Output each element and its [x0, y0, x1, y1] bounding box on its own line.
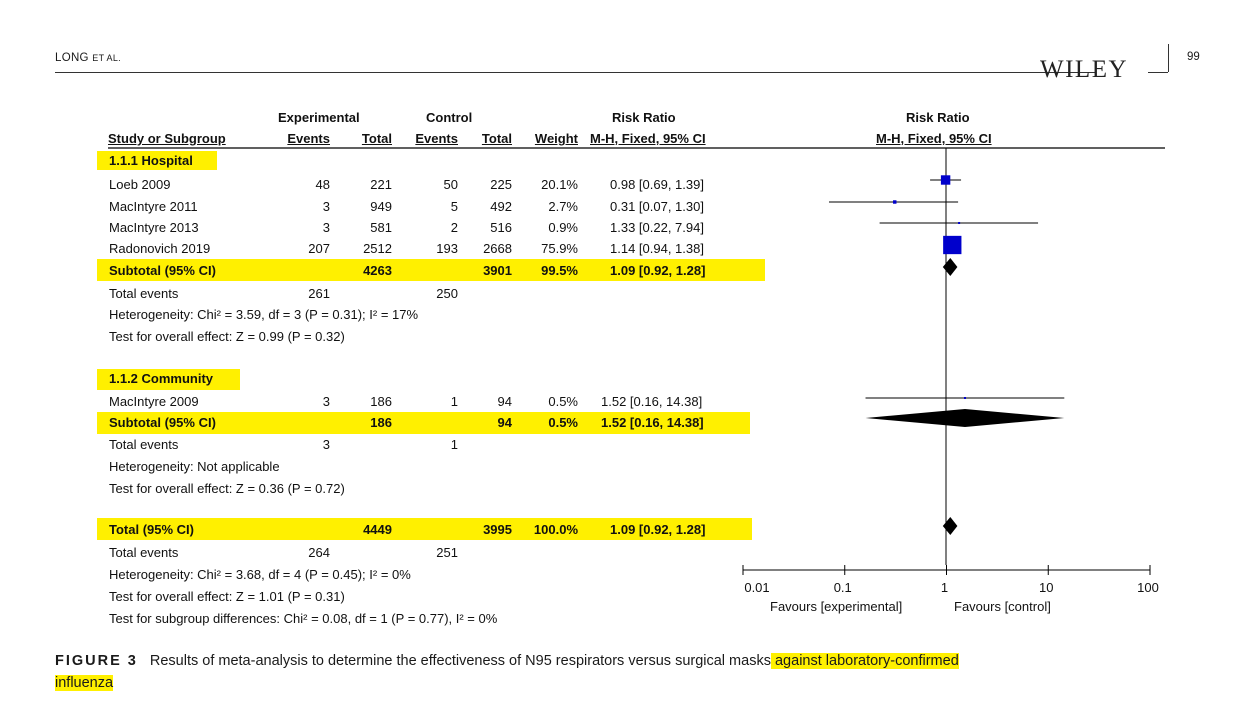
events-control: 2 — [450, 220, 458, 235]
running-head-et-al: ET AL. — [92, 53, 121, 63]
header-weight: Weight — [534, 131, 578, 146]
total-experimental: 581 — [370, 220, 392, 235]
subtotal-label: Subtotal (95% CI) — [109, 415, 216, 430]
subtotal-total-c: 3901 — [483, 263, 512, 278]
subtotal-weight: 0.5% — [548, 415, 578, 430]
subtotal-total-e: 186 — [370, 415, 392, 430]
subtotal-total-c: 94 — [497, 415, 512, 430]
subgroup-differences-text: Test for subgroup differences: Chi² = 0.08, df = 1 (P = 0.77), I² = 0% — [109, 611, 498, 626]
events-control: 5 — [450, 199, 458, 214]
total-events-c: 251 — [436, 545, 458, 560]
header-experimental: Experimental — [278, 110, 360, 125]
risk-ratio-ci: 1.14 [0.94, 1.38] — [610, 241, 704, 256]
total-control: 2668 — [483, 241, 512, 256]
total-experimental: 186 — [370, 394, 392, 409]
overall-effect-text: Test for overall effect: Z = 0.36 (P = 0.72) — [109, 481, 345, 496]
header-study: Study or Subgroup — [108, 131, 226, 146]
total-events-c: 250 — [436, 286, 458, 301]
events-control: 1 — [450, 394, 458, 409]
effect-square — [941, 175, 950, 184]
total-events-label: Total events — [109, 545, 179, 560]
pooled-diamond — [943, 258, 958, 276]
total-events-e: 3 — [322, 437, 330, 452]
favours-left-label: Favours [experimental] — [770, 599, 903, 614]
study-name: Radonovich 2019 — [109, 241, 211, 256]
total-control: 94 — [497, 394, 512, 409]
header-events-c: Events — [415, 131, 458, 146]
events-experimental: 3 — [322, 199, 330, 214]
total-events-e: 261 — [308, 286, 330, 301]
header-risk-ratio: Risk Ratio — [612, 110, 676, 125]
weight: 2.7% — [548, 199, 578, 214]
header-method-plot: M-H, Fixed, 95% CI — [876, 131, 992, 146]
subtotal-weight: 99.5% — [541, 263, 578, 278]
x-axis-tick-label: 0.1 — [833, 580, 852, 595]
caption-highlight-2: influenza — [55, 675, 114, 691]
heterogeneity-text: Heterogeneity: Chi² = 3.59, df = 3 (P = 0.31); I² = 17% — [109, 307, 419, 322]
page-number: 99 — [1187, 51, 1200, 63]
header-control: Control — [426, 110, 473, 125]
total-events-label: Total events — [109, 286, 179, 301]
caption-highlight-1: against laboratory-confirmed — [770, 653, 959, 669]
total-experimental: 949 — [370, 199, 392, 214]
subtotal-ci: 1.52 [0.16, 14.38] — [601, 415, 704, 430]
header-events-e: Events — [287, 131, 330, 146]
heterogeneity-text: Heterogeneity: Chi² = 3.68, df = 4 (P = 0.45); I² = 0% — [109, 567, 411, 582]
subtotal-label: Subtotal (95% CI) — [109, 263, 216, 278]
events-experimental: 207 — [308, 241, 330, 256]
subgroup1-label: 1.1.1 Hospital — [109, 153, 193, 168]
pooled-diamond — [866, 409, 1065, 427]
events-experimental: 3 — [322, 220, 330, 235]
favours-right-label: Favours [control] — [954, 599, 1051, 614]
events-experimental: 48 — [315, 177, 330, 192]
total-control: 492 — [490, 199, 512, 214]
total-experimental: 2512 — [363, 241, 392, 256]
total-experimental: 221 — [370, 177, 392, 192]
study-name: Loeb 2009 — [109, 177, 171, 192]
weight: 0.5% — [548, 394, 578, 409]
risk-ratio-ci: 0.98 [0.69, 1.39] — [610, 177, 704, 192]
total-events-label: Total events — [109, 437, 179, 452]
events-control: 193 — [436, 241, 458, 256]
risk-ratio-ci: 0.31 [0.07, 1.30] — [610, 199, 704, 214]
subtotal-total-e: 4263 — [363, 263, 392, 278]
figure-caption — [55, 650, 959, 694]
running-head-author-name: LONG — [55, 52, 89, 64]
total-ci: 1.09 [0.92, 1.28] — [610, 522, 706, 537]
effect-square — [893, 200, 896, 203]
overall-effect-text: Test for overall effect: Z = 0.99 (P = 0.32) — [109, 329, 345, 344]
effect-square — [958, 222, 960, 224]
caption-text: Results of meta-analysis to determine the effectiveness of N95 respirators versus surgical masks — [149, 653, 771, 669]
weight: 0.9% — [548, 220, 578, 235]
subgroup2-label: 1.1.2 Community — [109, 371, 214, 386]
header-total-c: Total — [481, 131, 512, 146]
risk-ratio-ci: 1.52 [0.16, 14.38] — [601, 394, 703, 409]
header-risk-ratio-plot: Risk Ratio — [906, 110, 970, 125]
weight: 75.9% — [541, 241, 578, 256]
study-name: MacIntyre 2013 — [109, 220, 199, 235]
total-total-e: 4449 — [363, 522, 392, 537]
header-method: M-H, Fixed, 95% CI — [590, 131, 706, 146]
x-axis-tick-label: 1 — [940, 580, 949, 595]
risk-ratio-ci: 1.33 [0.22, 7.94] — [610, 220, 704, 235]
figure-label: FIGURE 3 — [55, 653, 138, 669]
events-control: 50 — [443, 177, 458, 192]
total-label: Total (95% CI) — [109, 522, 194, 537]
pooled-diamond — [943, 517, 958, 535]
total-events-c: 1 — [450, 437, 458, 452]
weight: 20.1% — [541, 177, 578, 192]
plot-marks — [829, 175, 1064, 535]
x-axis-tick-label: 100 — [1137, 580, 1159, 595]
effect-square — [964, 397, 966, 399]
effect-square — [943, 236, 961, 254]
overall-effect-text: Test for overall effect: Z = 1.01 (P = 0.31) — [109, 589, 345, 604]
study-name: MacIntyre 2009 — [109, 394, 199, 409]
total-control: 225 — [490, 177, 512, 192]
events-experimental: 3 — [322, 394, 330, 409]
subtotal-ci: 1.09 [0.92, 1.28] — [610, 263, 706, 278]
x-axis-tick-label: 10 — [1039, 580, 1054, 595]
journal-logo: WILEY — [1040, 56, 1129, 83]
heterogeneity-text: Heterogeneity: Not applicable — [109, 459, 280, 474]
header-total-e: Total — [361, 131, 392, 146]
study-name: MacIntyre 2011 — [109, 199, 198, 214]
total-weight: 100.0% — [533, 522, 578, 537]
x-axis-tick-label: 0.01 — [744, 580, 770, 595]
total-total-c: 3995 — [483, 522, 512, 537]
total-events-e: 264 — [308, 545, 330, 560]
total-control: 516 — [490, 220, 512, 235]
